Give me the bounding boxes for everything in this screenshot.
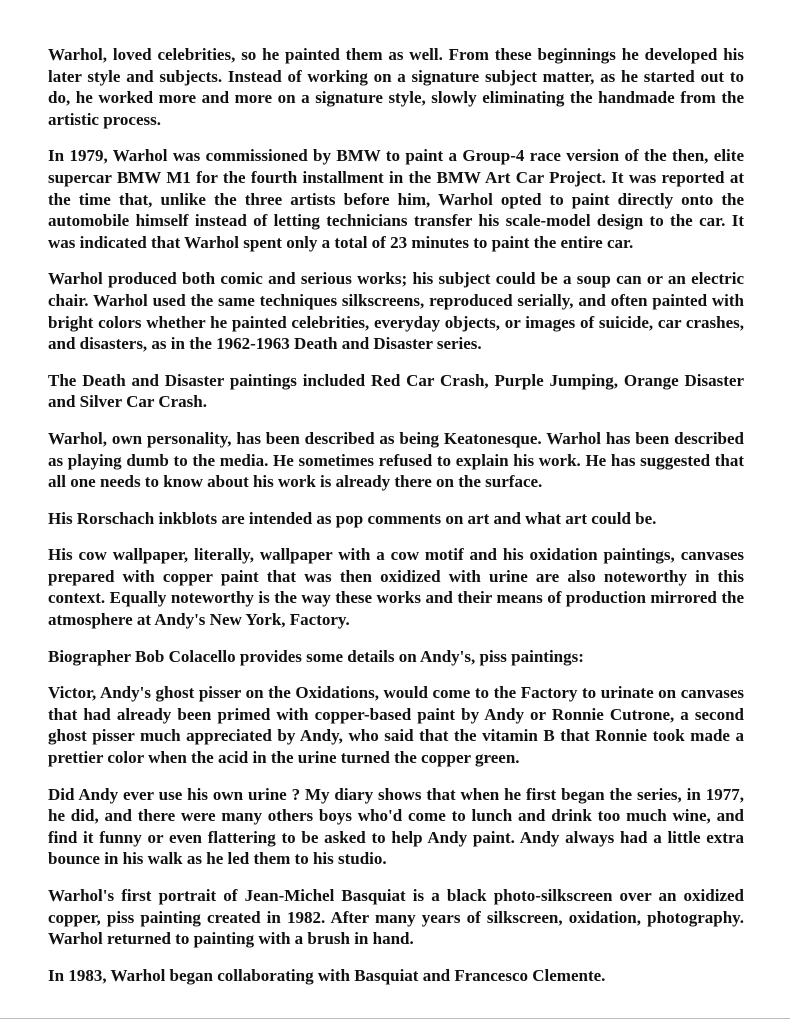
paragraph-diary: Did Andy ever use his own urine ? My diary shows that when he first began the series, in 1977, he did, and there were many others boys who'd come to lunch and drink too much wine, and find it funny or even flattering to be asked to help Andy paint. Andy always had a little extra bounce in his walk as he led them to his studio.: [48, 784, 744, 869]
document-page: [48, 44, 744, 1001]
paragraph-basquiat-portrait: Warhol's first portrait of Jean-Michel Basquiat is a black photo-silkscreen over an oxidized copper, piss painting created in 1982. After many years of silkscreen, oxidation, photography. Warhol returned to painting with a brush in hand.: [48, 886, 744, 949]
paragraph-victor: Victor, Andy's ghost pisser on the Oxidations, would come to the Factory to urinate on canvases that had already been primed with copper-based paint by Andy or Ronnie Cutrone, a second ghost pisser much appreciated by Andy, who said that the vitamin B that Ronnie took made a prettier color when the acid in the urine turned the copper green.: [48, 683, 744, 768]
paragraph-comic-serious-works: Warhol produced both comic and serious works; his subject could be a soup can or an electric chair. Warhol used the same techniques silkscreens, reproduced serially, and often painted with bright colors whether he painted celebrities, everyday objects, or images of suicide, car crashes, and disasters, as in the 1962-1963 Death and Disaster series.: [48, 269, 744, 354]
paragraph-cow-wallpaper: His cow wallpaper, literally, wallpaper with a cow motif and his oxidation paintings, canvases prepared with copper paint that was then oxidized with urine are also noteworthy in this context. Equally noteworthy is the way these works and their means of production mirrored the atmosphere at Andy's New York, Factory.: [48, 545, 744, 630]
paragraph-celebrities: Warhol, loved celebrities, so he painted them as well. From these beginnings he developed his later style and subjects. Instead of working on a signature subject matter, as he started out to do, he worked more and more on a signature style, slowly eliminating the handmade from the artistic process.: [48, 45, 744, 129]
paragraph-bmw-art-car: In 1979, Warhol was commissioned by BMW to paint a Group-4 race version of the then, elite supercar BMW M1 for the fourth installment in the BMW Art Car Project. It was reported at the time that, unlike the three artists before him, Warhol opted to paint directly onto the automobile himself instead of letting technicians transfer his scale-model design to the car. It was indicated that Warhol spent only a total of 23 minutes to paint the entire car.: [48, 146, 744, 252]
paragraph-personality: Warhol, own personality, has been described as being Keatonesque. Warhol has been described as playing dumb to the media. He sometimes refused to explain his work. He has suggested that all one needs to know about his work is already there on the surface.: [48, 428, 744, 492]
paragraph-rorschach: His Rorschach inkblots are intended as pop comments on art and what art could be.: [48, 508, 657, 528]
paragraph-death-disaster: The Death and Disaster paintings included Red Car Crash, Purple Jumping, Orange Disaster and Silver Car Crash.: [48, 370, 744, 412]
bottom-divider: [0, 1018, 790, 1019]
paragraph-colacello: Biographer Bob Colacello provides some details on Andy's, piss paintings:: [48, 646, 584, 666]
paragraph-collaboration: In 1983, Warhol began collaborating with Basquiat and Francesco Clemente.: [48, 965, 606, 985]
